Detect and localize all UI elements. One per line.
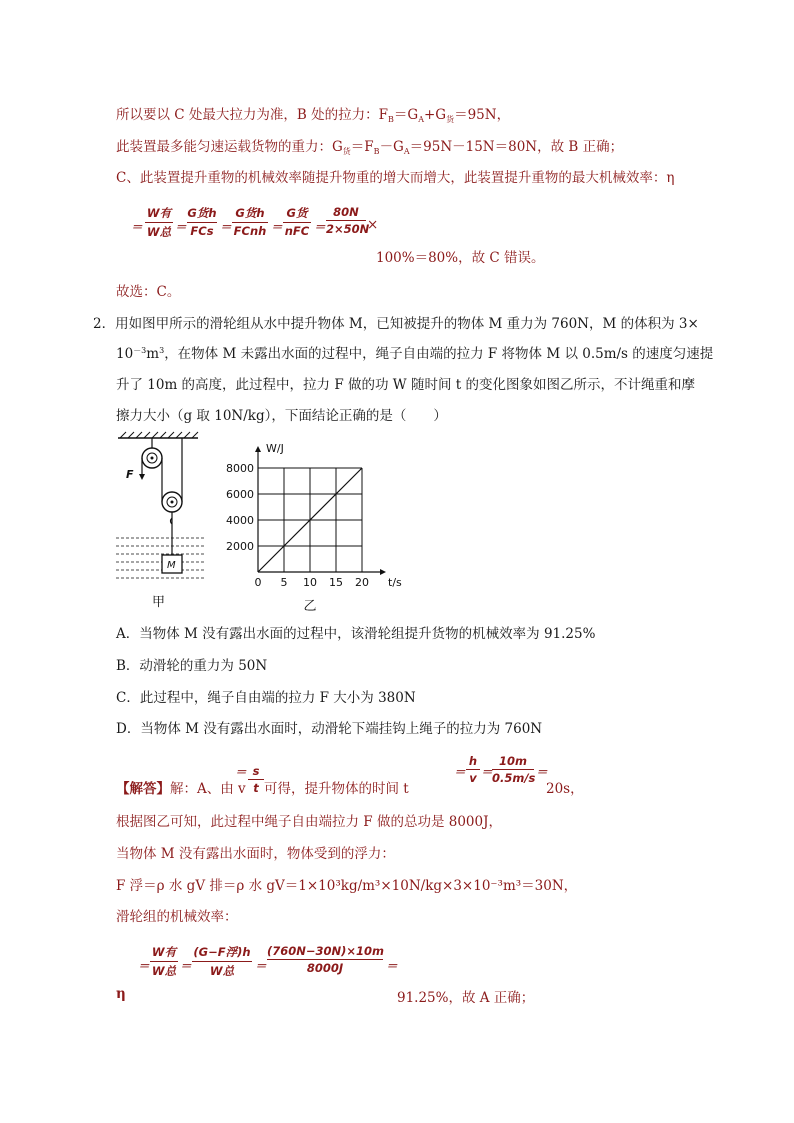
- force-label: F: [126, 468, 134, 481]
- denominator: W总: [209, 964, 235, 978]
- numerator: (760N−30N)×10m: [267, 944, 385, 958]
- text: ，在物体 M 未露出水面的过程中，绳子自由端的拉力 F 将物体 M 以 0.5m/s 的速度匀速提: [164, 346, 714, 362]
- x-tick-label: 0: [254, 576, 262, 589]
- fraction-5: [326, 205, 370, 236]
- question-2-line-3: 升了 10m 的高度，此过程中，拉力 F 做的功 W 随时间 t 的变化图象如图乙所示，不计绳重和摩: [116, 377, 695, 393]
- denominator: W总: [151, 964, 177, 978]
- answer-line-5: 滑轮组的机械效率：: [116, 909, 238, 925]
- x-tick-label: 15: [329, 576, 343, 589]
- numerator: W有: [146, 206, 172, 220]
- x-tick-label: 5: [280, 576, 288, 589]
- numerator: W有: [151, 945, 177, 959]
- denominator: 2×50N: [326, 222, 370, 236]
- text: +G: [423, 107, 447, 123]
- eq-sign: ＝: [180, 959, 192, 973]
- fraction-3: [232, 205, 268, 238]
- eta-symbol: η: [116, 986, 126, 1002]
- answer-line-3: 当物体 M 没有露出水面时，物体受到的浮力：: [116, 846, 395, 862]
- answer-line-2: 根据图乙可知，此过程中绳子自由端拉力 F 做的总功是 8000J，: [116, 814, 503, 830]
- x-axis-label: t/s: [388, 576, 402, 589]
- text: －G: [379, 139, 404, 155]
- text: 所以要以 C 处最大拉力为准，B 处的拉力：F: [116, 107, 388, 123]
- sub: B: [388, 115, 394, 124]
- fraction-1: [145, 205, 173, 240]
- question-2-line-1: 2．用如图甲所示的滑轮组从水中提升物体 M，已知被提升的物体 M 重力为 760N，M 的体积为 3×: [93, 316, 699, 332]
- denominator: v: [469, 771, 477, 785]
- times-sign: ×: [367, 217, 379, 233]
- denominator: nFC: [284, 224, 310, 238]
- fraction-v: [248, 764, 264, 795]
- eq-sign: ＝: [220, 220, 232, 234]
- option-c: C．此过程中，绳子自由端的拉力 F 大小为 380N: [116, 690, 416, 706]
- sup: 3: [159, 346, 165, 355]
- text-line-3: C、此装置提升重物的机械效率随提升物重的增大而增大，此装置提升重物的最大机械效率：η: [116, 170, 675, 186]
- option-d: D．当物体 M 没有露出水面时，动滑轮下端挂钩上绳子的拉力为 760N: [116, 721, 543, 737]
- answer-choice: 故选：C。: [116, 284, 181, 300]
- x-axis-arrow: [380, 569, 386, 575]
- eq-sign: ＝: [235, 765, 247, 779]
- pulley-diagram: [112, 430, 222, 610]
- eq-sign: ＝: [314, 220, 326, 234]
- denominator: W总: [146, 225, 172, 239]
- sub: A: [403, 147, 410, 156]
- fraction-2: [187, 205, 217, 238]
- text: 解：A、由 v: [170, 781, 246, 797]
- x-tick-label: 10: [303, 576, 317, 589]
- fraction-e1: [150, 944, 178, 979]
- option-b: B．动滑轮的重力为 50N: [116, 658, 268, 674]
- x-tick-label: 20: [355, 576, 369, 589]
- work-time-chart: [222, 436, 412, 614]
- caption-left: 甲: [152, 595, 166, 610]
- numerator: 80N: [333, 205, 359, 219]
- numerator: (G−F浮)h: [193, 945, 251, 959]
- answer-line-1b: 可得，提升物体的时间 t: [264, 781, 409, 797]
- answer-line-4: F 浮＝ρ 水 gV 排＝ρ 水 gV＝1×10³kg/m³×10N/kg×3×10⁻³m³＝30N，: [116, 878, 578, 894]
- numerator: G货h: [235, 206, 265, 220]
- eq-sign: ＝: [255, 959, 267, 973]
- numerator: 10m: [499, 754, 527, 768]
- fraction-e2: [192, 944, 252, 979]
- y-tick-label: 8000: [226, 462, 254, 475]
- object-m-label: M: [167, 560, 176, 571]
- eq-sign: ＝: [138, 959, 150, 973]
- text: m: [146, 346, 160, 362]
- sup: －3: [133, 346, 147, 355]
- denominator: 8000J: [306, 961, 344, 975]
- text: 10: [116, 346, 134, 362]
- denominator: t: [253, 781, 259, 795]
- efficiency-result: 100%＝80%，故 C 错误。: [376, 250, 545, 266]
- water-surface: [116, 538, 204, 578]
- eq-sign: ＝: [481, 765, 493, 779]
- answer-line-1: [116, 777, 246, 797]
- text: 此装置最多能匀速运载货物的重力：G: [116, 139, 343, 155]
- eq-sign: ＝: [271, 220, 283, 234]
- y-axis-label: W/J: [266, 442, 284, 455]
- fraction-t: [466, 754, 480, 785]
- numerator: h: [468, 754, 478, 768]
- fraction-e3: [267, 944, 383, 975]
- text: ＝95N－15N＝80N，故 B 正确；: [409, 139, 624, 155]
- denominator: FCs: [190, 224, 214, 238]
- numerator: s: [252, 764, 260, 778]
- eq-sign: ＝: [131, 220, 143, 234]
- question-2-line-2: [116, 342, 713, 362]
- answer-line-6: 91.25%，故 A 正确；: [397, 990, 535, 1006]
- fraction-4: [283, 205, 311, 238]
- numerator: G货: [286, 206, 308, 220]
- question-2-line-4: 擦力大小（g 取 10N/kg），下面结论正确的是（ ）: [116, 408, 447, 424]
- caption-right: 乙: [303, 599, 317, 614]
- eq-sign: ＝: [454, 765, 466, 779]
- eq-sign: ＝: [175, 220, 187, 234]
- text: ＝F: [350, 139, 374, 155]
- ceiling-hatch: [120, 432, 198, 438]
- y-axis-arrow: [255, 446, 261, 452]
- numerator: G货h: [187, 206, 217, 220]
- denominator: 0.5m/s: [492, 771, 536, 785]
- text-line-1: [116, 103, 510, 123]
- fraction-t2: [492, 754, 534, 785]
- sub: 货: [446, 115, 455, 124]
- y-tick-label: 2000: [226, 540, 254, 553]
- text: ＝G: [393, 107, 419, 123]
- y-tick-label: 6000: [226, 488, 254, 501]
- eq-sign: ＝: [386, 959, 398, 973]
- force-arrow: [139, 474, 145, 480]
- sub: 货: [342, 147, 351, 156]
- text-line-2: [116, 135, 623, 155]
- y-tick-label: 4000: [226, 514, 254, 527]
- sub: A: [418, 115, 424, 124]
- denominator: FCnh: [233, 224, 267, 238]
- text: ＝95N，: [454, 107, 511, 123]
- eq-sign: ＝: [536, 765, 548, 779]
- sub: B: [373, 147, 380, 156]
- answer-line-1c: 20s，: [546, 781, 584, 797]
- answer-tag: 【解答】: [116, 781, 170, 797]
- option-a: A．当物体 M 没有露出水面的过程中，该滑轮组提升货物的机械效率为 91.25%: [116, 626, 596, 642]
